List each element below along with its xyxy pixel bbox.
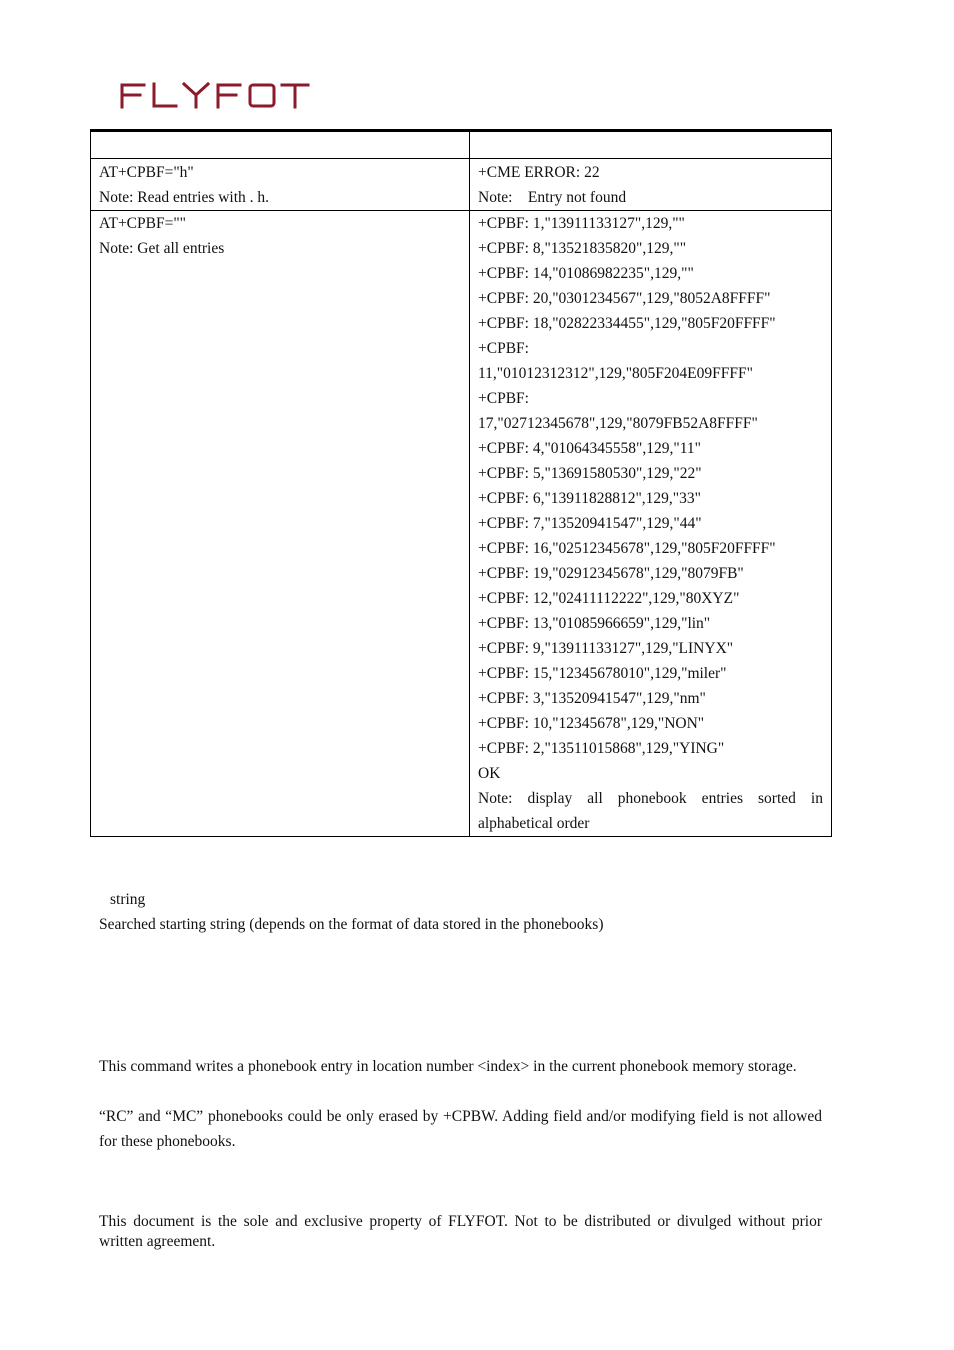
description-paragraph-1: This command writes a phonebook entry in location number <index> in the current phonebook memory storage. [99, 1058, 797, 1075]
response-lines [478, 211, 823, 786]
parameter-description: Searched starting string (depends on the format of data stored in the phonebooks) [99, 916, 604, 933]
response-note: Note: display all phonebook entries sorted in alphabetical order [478, 790, 823, 832]
response-line: +CPBF: 18,"02822334455",129,"805F20FFFF" [478, 315, 776, 332]
command-text: AT+CPBF="h" [99, 164, 194, 181]
response-line: +CPBF: 5,"13691580530",129,"22" [478, 465, 702, 482]
response-line: +CPBF: [478, 390, 529, 407]
response-note: Note: Entry not found [478, 189, 627, 206]
response-line: +CPBF: 8,"13521835820",129,"" [478, 240, 687, 257]
table-row [91, 159, 832, 211]
response-line: +CPBF: 3,"13520941547",129,"nm" [478, 690, 706, 707]
table-row [91, 211, 832, 837]
response-line: +CPBF: [478, 340, 529, 357]
response-line: +CPBF: 7,"13520941547",129,"44" [478, 515, 702, 532]
response-line: +CPBF: 9,"13911133127",129,"LINYX" [478, 640, 734, 657]
parameter-name: string [110, 891, 146, 908]
response-line: +CPBF: 4,"01064345558",129,"11" [478, 440, 701, 457]
response-line: 11,"01012312312",129,"805F204E09FFFF" [478, 365, 753, 382]
flyfot-logo [118, 80, 312, 115]
response-line: +CPBF: 20,"0301234567",129,"8052A8FFFF" [478, 290, 771, 307]
response-line: +CPBF: 1,"13911133127",129,"" [478, 215, 685, 232]
response-cell [470, 211, 832, 837]
response-line: +CPBF: 16,"02512345678",129,"805F20FFFF" [478, 540, 776, 557]
footer-disclaimer: This document is the sole and exclusive property of FLYFOT. Not to be distributed or divulged without prior written agreement. [99, 1213, 822, 1250]
response-line: +CPBF: 10,"12345678",129,"NON" [478, 715, 705, 732]
response-text: +CME ERROR: 22 [478, 164, 600, 181]
response-line: 17,"02712345678",129,"8079FB52A8FFFF" [478, 415, 758, 432]
command-cell [91, 159, 470, 211]
description-paragraph-2: “RC” and “MC” phonebooks could be only erased by +CPBW. Adding field and/or modifying field is not allowed for these phonebooks. [99, 1108, 822, 1150]
response-cell [470, 159, 832, 211]
response-line: +CPBF: 15,"12345678010",129,"miler" [478, 665, 727, 682]
command-text: AT+CPBF="" [99, 215, 186, 232]
command-note: Note: Read entries with . h. [99, 189, 270, 206]
table-header-cell [470, 131, 832, 159]
response-line: +CPBF: 2,"13511015868",129,"YING" [478, 740, 725, 757]
response-line: +CPBF: 14,"01086982235",129,"" [478, 265, 694, 282]
flyfot-logo-mark [118, 80, 312, 110]
command-table [90, 129, 832, 837]
response-line: +CPBF: 13,"01085966659",129,"lin" [478, 615, 711, 632]
table-header-cell [91, 131, 470, 159]
response-line: OK [478, 765, 501, 782]
response-line: +CPBF: 19,"02912345678",129,"8079FB" [478, 565, 744, 582]
command-note: Note: Get all entries [99, 240, 225, 257]
response-line: +CPBF: 12,"02411112222",129,"80XYZ" [478, 590, 740, 607]
table-header-row [91, 131, 832, 159]
command-cell [91, 211, 470, 837]
response-line: +CPBF: 6,"13911828812",129,"33" [478, 490, 701, 507]
